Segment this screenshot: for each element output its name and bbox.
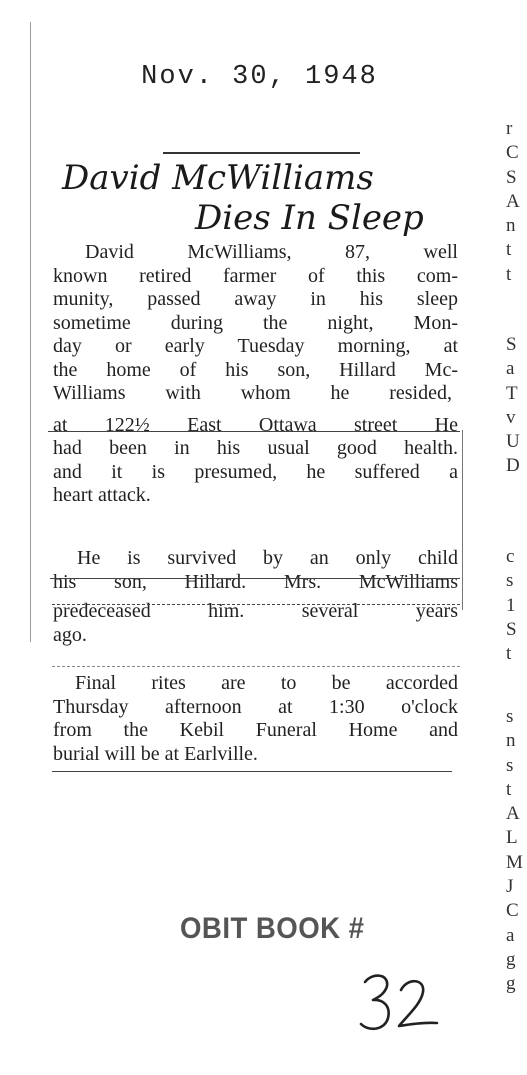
edge-letter: n	[506, 215, 516, 237]
text-line: munity, passed away in his sleep	[53, 288, 458, 310]
edge-letter: C	[506, 142, 519, 164]
edge-letter: M	[506, 851, 523, 873]
handwritten-number	[355, 968, 445, 1038]
adjacent-column-fragment	[506, 545, 527, 666]
edge-letter: r	[506, 118, 513, 139]
text-line: heart attack.	[53, 484, 151, 506]
edge-letter: g	[506, 973, 516, 995]
adjacent-column-fragment	[506, 705, 527, 997]
edge-letter: s	[506, 754, 514, 776]
edge-letter: S	[506, 334, 517, 355]
edge-letter: C	[506, 900, 519, 922]
text-line: burial will be at Earlville.	[53, 742, 258, 765]
edge-letter: S	[506, 166, 517, 188]
clipping-left-edge	[30, 22, 31, 642]
edge-letter: A	[506, 190, 520, 212]
headline-line-1: David McWilliams	[62, 158, 374, 198]
clipping-fold-line	[50, 578, 460, 579]
edge-letter: L	[506, 827, 518, 849]
adjacent-column-fragment	[506, 117, 527, 287]
clipping-bottom-rule	[52, 771, 452, 772]
text-line: from the Kebil Funeral Home and	[53, 719, 458, 741]
obit-book-stamp: OBIT BOOK #	[180, 912, 365, 945]
edge-letter: c	[506, 546, 515, 567]
edge-letter: n	[506, 730, 516, 752]
edge-letter: s	[506, 570, 514, 592]
adjacent-column-fragment	[506, 333, 527, 479]
text-line: at 122½ East Ottawa street He	[53, 413, 458, 436]
text-line: the home of his son, Hillard Mc-	[53, 358, 458, 381]
edge-letter: v	[506, 406, 516, 428]
edge-letter: a	[506, 924, 515, 946]
clipping-fold-line	[48, 431, 460, 432]
text-line: day or early Tuesday morning, at	[53, 335, 458, 357]
edge-letter: s	[506, 706, 514, 727]
text-line: Thursday afternoon at 1:30 o'clock	[53, 695, 458, 718]
article-paragraph-3	[53, 672, 458, 766]
edge-letter: S	[506, 618, 517, 640]
edge-letter: J	[506, 876, 514, 898]
text-line: his son, Hillard. Mrs. McWilliams	[53, 570, 458, 593]
text-line: known retired farmer of this com-	[53, 264, 458, 287]
clipping-fold-line	[52, 666, 460, 667]
edge-letter: t	[506, 239, 512, 261]
text-line: Final rites are to be accorded	[75, 672, 458, 694]
text-line: predeceased him. several years	[53, 600, 458, 622]
text-line: Williams with whom he resided,	[53, 382, 452, 404]
text-line: sometime during the night, Mon-	[53, 311, 458, 334]
edge-letter: 1	[506, 594, 516, 616]
edge-letter: t	[506, 643, 512, 665]
article-paragraph-2	[53, 547, 458, 647]
clipping-fold-line	[52, 604, 460, 605]
article-paragraph-1	[53, 241, 458, 508]
text-line: David McWilliams, 87, well	[85, 241, 458, 263]
clipping-right-edge	[462, 430, 463, 610]
edge-letter: A	[506, 803, 520, 825]
edge-letter: D	[506, 455, 520, 477]
edge-letter: t	[506, 263, 512, 285]
text-line: He is survived by an only child	[77, 547, 458, 569]
text-line: and it is presumed, he suffered a	[53, 460, 458, 483]
clipping-date: Nov. 30, 1948	[141, 62, 378, 92]
edge-letter: T	[506, 382, 518, 404]
edge-letter: a	[506, 358, 515, 380]
headline-line-2: Dies In Sleep	[195, 198, 424, 238]
text-line: had been in his usual good health.	[53, 437, 458, 459]
headline-top-rule	[163, 152, 360, 154]
edge-letter: U	[506, 431, 520, 453]
text-line: ago.	[53, 623, 87, 646]
edge-letter: t	[506, 778, 512, 800]
edge-letter: g	[506, 948, 516, 970]
